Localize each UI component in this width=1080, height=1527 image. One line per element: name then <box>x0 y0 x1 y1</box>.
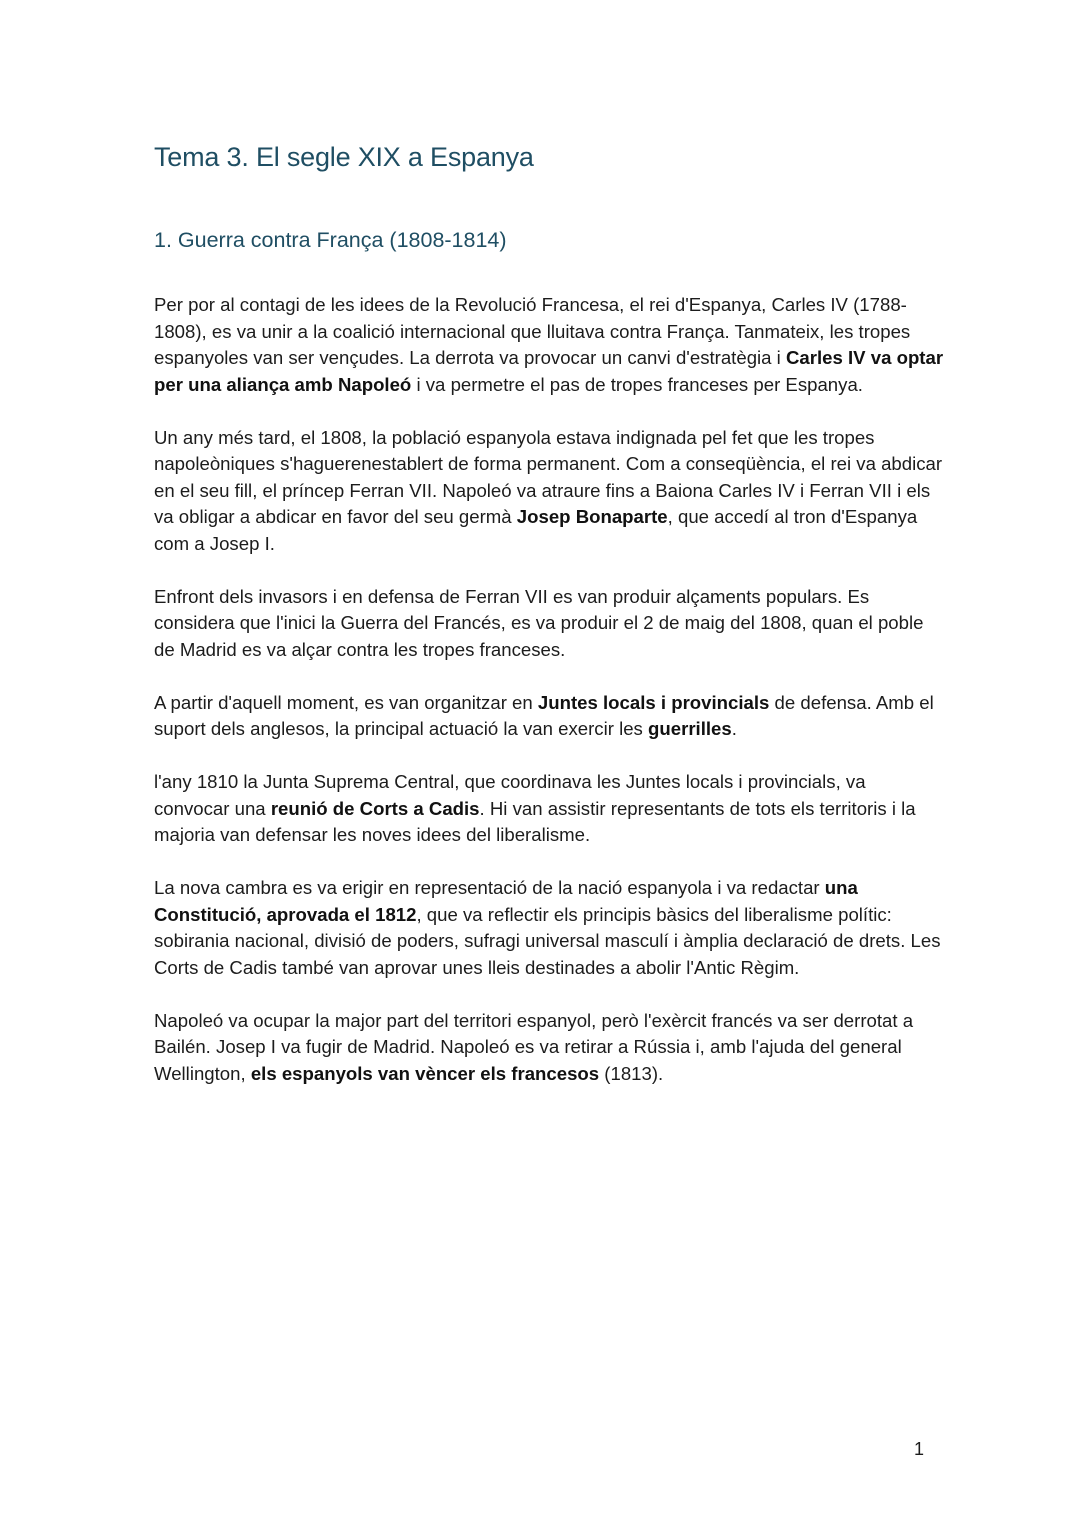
section-body <box>154 292 944 1114</box>
paragraph <box>154 292 944 398</box>
text-run: Enfront dels invasors i en defensa de Ferran VII es van produir alçaments populars. Es considera que l'inici la Guerra del Francés, es va produir el 2 de maig del 1808, quan el poble de Madrid es va alçar contra les tropes franceses. <box>154 585 924 660</box>
text-run: A partir d'aquell moment, es van organitzar en <box>154 691 538 713</box>
text-run: (1813). <box>599 1062 664 1084</box>
section-heading: 1. Guerra contra França (1808-1814) <box>154 228 507 252</box>
bold-text-run: una Constitució, aprovada el 1812 <box>154 877 858 925</box>
text-run: de defensa. Amb el suport dels anglesos, la principal actuació la van exercir les <box>154 691 934 739</box>
text-run: l'any 1810 la Junta Suprema Central, que coordinava les Juntes locals i provincials, va convocar una <box>154 771 866 819</box>
text-run: Napoleó va ocupar la major part del territori espanyol, però l'exèrcit francés va ser derrotat a Bailén. Josep I va fugir de Madrid. Napoleó es va retirar a Rússia i, amb l'ajuda del general Wellington, <box>154 1009 914 1084</box>
bold-text-run: els espanyols van vèncer els francesos <box>250 1062 600 1084</box>
text-run: , que va reflectir els principis bàsics del liberalisme polític: sobirania nacional, divisió de poders, sufragi universal masculí i àmplia declaració de drets. Les Corts de Cadis també van aprovar unes lleis destinades a abolir l'Antic Règim. <box>154 903 941 978</box>
bold-text-run: reunió de Corts a Cadis <box>270 797 480 819</box>
text-run: Un any més tard, el 1808, la població espanyola estava indignada pel fet que les tropes napoleòniques s'haguerenestablert de forma permanent. Com a conseqüència, el rei va abdicar en el seu fill, el príncep Ferran VII. Napoleó va atraure fins a Baiona Carles IV i Ferran VII i els va obligar a abdicar en favor del seu germà <box>154 426 943 527</box>
paragraph <box>154 1008 944 1088</box>
paragraph <box>154 584 944 664</box>
bold-text-run: Carles IV va optar per una aliança amb Napoleó <box>154 347 944 395</box>
page-number: 1 <box>914 1439 925 1459</box>
text-run: i va permetre el pas de tropes franceses per Espanya. <box>411 373 863 395</box>
paragraph <box>154 875 944 981</box>
bold-text-run: Juntes locals i provincials <box>537 691 770 713</box>
text-run: . Hi van assistir representants de tots els territoris i la majoria van defensar les noves idees del liberalisme. <box>154 797 916 845</box>
text-run: Per por al contagi de les idees de la Revolució Francesa, el rei d'Espanya, Carles IV (1788-1808), es va unir a la coalició internacional que lluitava contra França. Tanmateix, les tropes espanyoles van ser vençudes. La derrota va provocar un canvi d'estratègia i <box>154 294 911 368</box>
text-run: , que accedí al tron d'Espanya com a Josep I. <box>154 506 918 554</box>
paragraph <box>154 769 944 849</box>
paragraph <box>154 425 944 558</box>
bold-text-run: Josep Bonaparte <box>516 506 668 527</box>
text-run: . <box>731 718 737 739</box>
document-title: Tema 3. El segle XIX a Espanya <box>154 142 534 172</box>
text-run: La nova cambra es va erigir en representació de la nació espanyola i va redactar <box>154 877 825 898</box>
paragraph <box>154 690 944 743</box>
bold-text-run: guerrilles <box>648 718 732 739</box>
